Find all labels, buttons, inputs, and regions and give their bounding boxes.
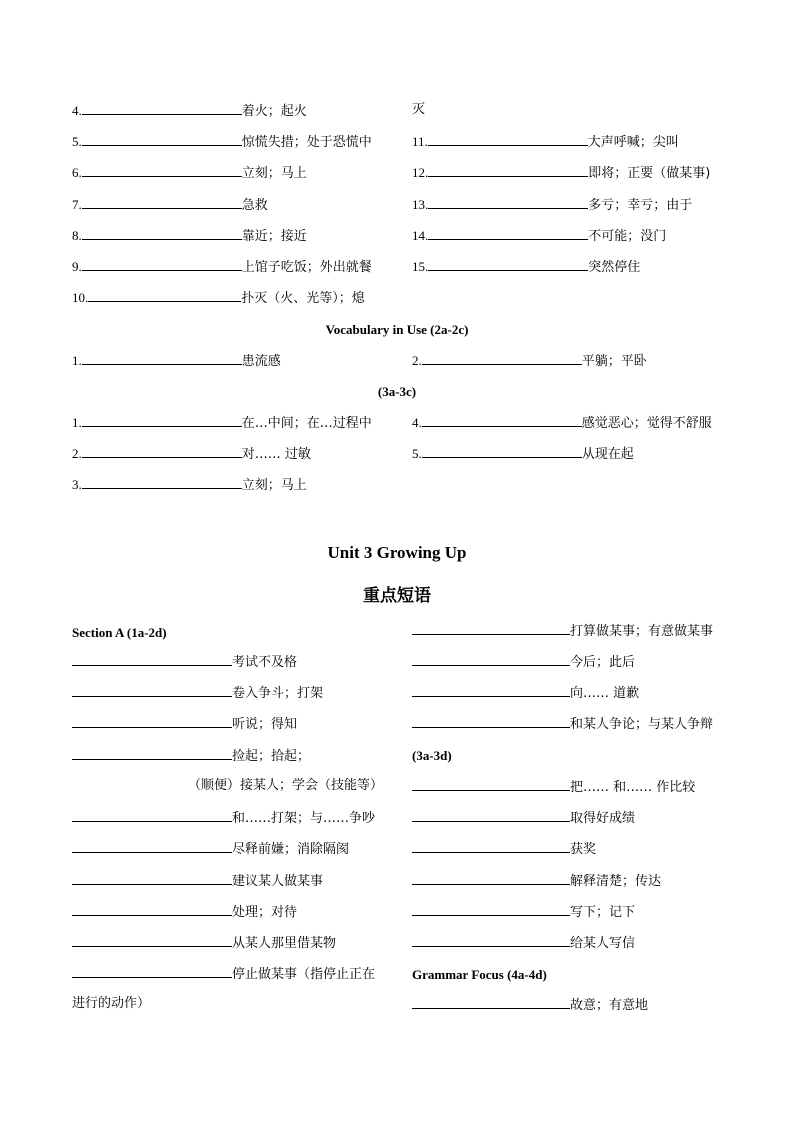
section-heading: Grammar Focus (4a-4d) — [412, 967, 547, 982]
answer-blank[interactable] — [428, 163, 588, 177]
answer-blank[interactable] — [72, 652, 232, 666]
phrase-row: 故意；有意地 — [412, 995, 648, 1015]
list-item: 3. 立刻；马上 — [72, 477, 307, 493]
phrase-row: 从某人那里借某物 — [72, 933, 336, 953]
answer-blank[interactable] — [412, 621, 570, 635]
list-item: 15. 突然停住 — [412, 259, 641, 275]
phrase-row: 向…… 道歉 — [412, 683, 639, 703]
phrase-continuation: 进行的动作） — [72, 996, 151, 1011]
unit-title: Unit 3 Growing Up — [327, 543, 467, 562]
answer-blank[interactable] — [82, 475, 242, 489]
answer-blank[interactable] — [72, 808, 232, 822]
phrase-row: 考试不及格 — [72, 652, 297, 672]
phrase-row: 给某人写信 — [412, 933, 635, 953]
page-title: 重点短语 — [363, 586, 431, 606]
answer-blank[interactable] — [412, 808, 570, 822]
answer-blank[interactable] — [72, 714, 232, 728]
list-item: 7. 急救 — [72, 197, 268, 213]
phrase-row: 和……打架；与……争吵 — [72, 808, 375, 828]
answer-blank[interactable] — [412, 777, 570, 791]
section-heading: (3a-3c) — [377, 384, 417, 399]
phrase-row: 听说；得知 — [72, 714, 297, 734]
answer-blank[interactable] — [412, 902, 570, 916]
answer-blank[interactable] — [72, 902, 232, 916]
list-item: 14. 不可能；没门 — [412, 228, 667, 244]
phrase-row: 处理；对待 — [72, 902, 297, 922]
phrase-row: 停止做某事（指停止正在 — [72, 964, 375, 984]
list-item: 9. 上馆子吃饭；外出就餐 — [72, 259, 372, 275]
phrase-row: 写下；记下 — [412, 902, 635, 922]
answer-blank[interactable] — [428, 132, 588, 146]
list-item: 5. 惊慌失措；处于恐慌中 — [72, 134, 372, 150]
answer-blank[interactable] — [82, 163, 242, 177]
list-item: 2. 对…… 过敏 — [72, 446, 311, 462]
list-item: 4. 着火；起火 — [72, 103, 307, 119]
answer-blank[interactable] — [422, 351, 582, 365]
answer-blank[interactable] — [428, 195, 588, 209]
answer-blank[interactable] — [82, 195, 242, 209]
phrase-row: 获奖 — [412, 839, 596, 859]
phrase-row: 把…… 和…… 作比较 — [412, 777, 695, 797]
list-item: 6. 立刻；马上 — [72, 165, 307, 181]
list-item: 5. 从现在起 — [412, 446, 634, 462]
answer-blank[interactable] — [412, 683, 570, 697]
answer-blank[interactable] — [72, 933, 232, 947]
answer-blank[interactable] — [82, 101, 242, 115]
answer-blank[interactable] — [412, 871, 570, 885]
list-item: 4. 感觉恶心；觉得不舒服 — [412, 415, 712, 431]
list-item: 13. 多亏；幸亏；由于 — [412, 197, 693, 213]
phrase-row: 建议某人做某事 — [72, 871, 323, 891]
answer-blank[interactable] — [88, 288, 241, 302]
answer-blank[interactable] — [72, 683, 232, 697]
answer-blank[interactable] — [72, 839, 232, 853]
answer-blank[interactable] — [412, 714, 570, 728]
phrase-row: 解释清楚；传达 — [412, 871, 661, 891]
answer-blank[interactable] — [72, 871, 232, 885]
answer-blank[interactable] — [72, 746, 232, 760]
phrase-row: 打算做某事；有意做某事 — [412, 621, 713, 641]
answer-blank[interactable] — [82, 257, 242, 271]
phrase-row: 尽释前嫌；消除隔阂 — [72, 839, 349, 859]
answer-blank[interactable] — [412, 652, 570, 666]
answer-blank[interactable] — [422, 444, 582, 458]
answer-blank[interactable] — [412, 995, 570, 1009]
answer-blank[interactable] — [82, 413, 242, 427]
answer-blank[interactable] — [72, 964, 232, 978]
phrase-row: 和某人争论；与某人争辩 — [412, 714, 713, 734]
list-item: 12. 即将；正要（做某事) — [412, 165, 711, 181]
answer-blank[interactable] — [428, 257, 588, 271]
section-heading: (3a-3d) — [412, 748, 452, 763]
phrase-row: 捡起；拾起； — [72, 746, 310, 766]
answer-blank[interactable] — [82, 444, 242, 458]
list-item: 10. 扑灭（火、光等）；熄 — [72, 290, 365, 306]
list-item: 2. 平躺；平卧 — [412, 353, 647, 369]
phrase-row: 卷入争斗；打架 — [72, 683, 323, 703]
answer-blank[interactable] — [412, 933, 570, 947]
answer-blank[interactable] — [428, 226, 588, 240]
phrase-row: 今后；此后 — [412, 652, 635, 672]
list-item: 1. 患流感 — [72, 353, 281, 369]
list-item: 11. 大声呼喊；尖叫 — [412, 134, 679, 150]
phrase-row: 取得好成绩 — [412, 808, 635, 828]
list-item: 8. 靠近；接近 — [72, 228, 307, 244]
list-item: 1. 在…中间；在…过程中 — [72, 415, 372, 431]
answer-blank[interactable] — [82, 132, 242, 146]
answer-blank[interactable] — [82, 351, 242, 365]
answer-blank[interactable] — [82, 226, 242, 240]
section-heading: Vocabulary in Use (2a-2c) — [325, 322, 469, 337]
answer-blank[interactable] — [412, 839, 570, 853]
section-heading: Section A (1a-2d) — [72, 625, 167, 640]
phrase-continuation: （顺便）接某人；学会（技能等） — [188, 778, 384, 793]
wrapped-text: 灭 — [412, 102, 426, 117]
answer-blank[interactable] — [422, 413, 582, 427]
